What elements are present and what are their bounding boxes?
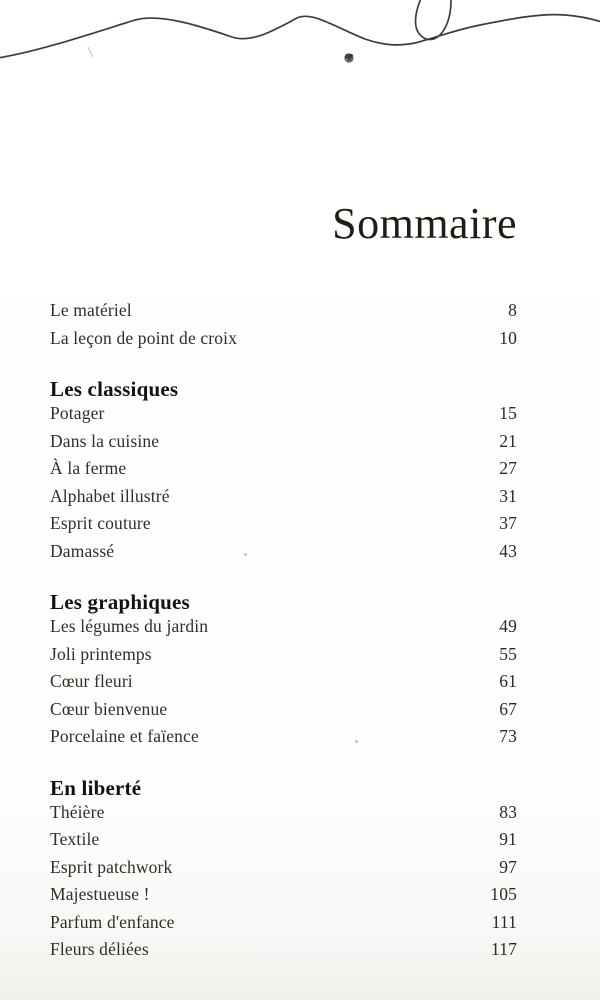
toc-entry [50,641,517,669]
toc-entry-page: 61 [499,671,517,691]
toc-entry-label: Fleurs déliées [50,939,149,959]
toc-entry [50,613,517,641]
toc-entry-label: Esprit couture [50,513,151,533]
toc-entry-page: 31 [499,485,517,506]
toc-entry-label: Le matériel [50,300,132,320]
toc-entry [50,455,517,483]
scan-speck [244,553,247,556]
toc-entry-page: 10 [499,327,517,348]
toc-entry-page: 73 [499,726,517,746]
toc-entry-page: 43 [499,540,517,561]
toc-entry-page: 105 [490,884,517,904]
toc-entry [50,668,517,696]
toc-entry [50,538,517,566]
toc-entry [50,297,517,325]
toc-entry-label: Dans la cuisine [50,430,160,451]
scan-speck [355,740,358,743]
section-heading: Les classiques [50,377,179,401]
toc-entry-label: La leçon de point de croix [50,327,238,348]
page-title: Sommaire [332,199,517,248]
toc-entry-page: 117 [490,939,517,959]
toc-entry-label: Damassé [50,540,115,561]
toc-entry-page: 21 [499,430,517,451]
toc-entry-page: 37 [499,513,517,533]
toc-entry-label: Cœur bienvenue [50,698,168,719]
toc-entry [50,428,517,456]
toc-entry-label: Majestueuse ! [50,884,150,904]
toc-list [50,297,517,964]
toc-entry-label: Porcelaine et faïence [50,726,199,746]
section-heading: Les graphiques [50,590,190,614]
toc-entry-page: 27 [499,458,517,478]
toc-entry-label: Potager [50,403,105,423]
toc-entry-page: 83 [499,801,517,822]
toc-entry [50,909,517,937]
thread-bead-icon [344,53,353,62]
toc-entry-page: 67 [499,698,517,719]
toc-entry-label: Alphabet illustré [50,485,170,506]
toc-entry-label: Parfum d'enfance [50,911,175,932]
toc-entry [50,854,517,882]
toc-entry [50,723,517,751]
toc-entry-page: 15 [499,403,517,423]
toc-entry [50,696,517,724]
toc-entry-label: Joli printemps [50,643,152,664]
toc-entry-label: Textile [50,829,100,849]
toc-entry [50,510,517,538]
toc-entry-label: À la ferme [50,458,127,478]
toc-entry-page: 111 [491,911,517,932]
toc-entry [50,400,517,428]
toc-entry [50,325,517,353]
toc-entry [50,799,517,827]
toc-entry [50,881,517,909]
toc-entry-page: 49 [499,616,517,636]
thread-doodle-icon [0,0,600,90]
toc-entry-label: Théière [50,801,105,822]
scan-mark [88,47,93,57]
toc-entry [50,826,517,854]
toc-entry-label: Esprit patchwork [50,856,173,877]
toc-entry [50,483,517,511]
section-heading: En liberté [50,775,142,800]
toc-entry-label: Les légumes du jardin [50,616,209,636]
toc-entry-page: 8 [508,300,517,320]
toc-entry-page: 91 [499,829,517,849]
toc-entry [50,936,517,964]
toc-entry-label: Cœur fleuri [50,671,133,691]
toc-entry-page: 55 [499,643,517,664]
toc-entry-page: 97 [499,856,517,877]
